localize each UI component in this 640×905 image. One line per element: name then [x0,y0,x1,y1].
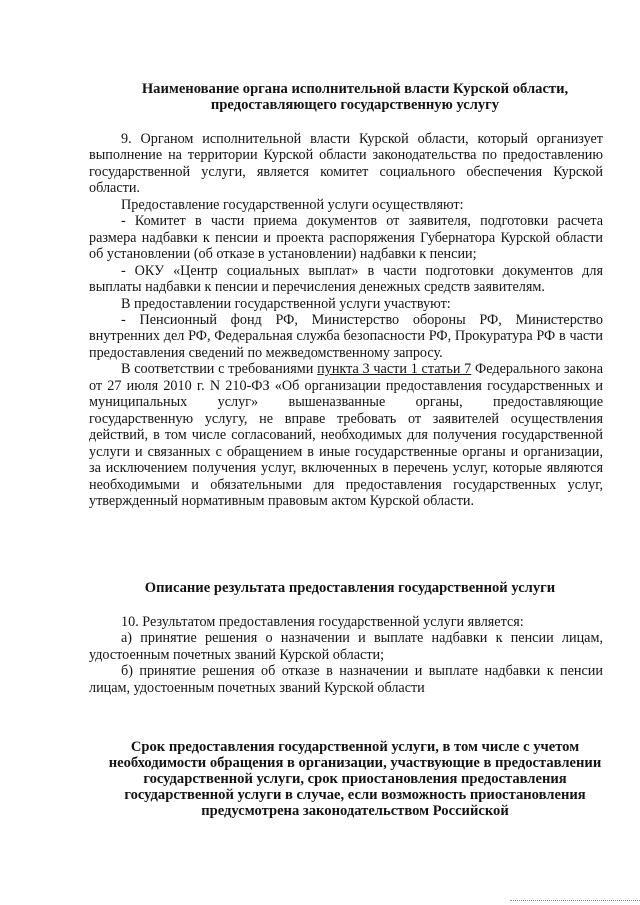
paragraph-10b: б) принятие решения об отказе в назначении и выплате надбавки к пенсии лицам, удостоенным почетных званий Курской области [89,663,603,696]
paragraph-10a: а) принятие решения о назначении и выплате надбавки к пенсии лицам, удостоенным почетных званий Курской области; [89,630,603,663]
paragraph-law-reference [89,361,603,509]
paragraph-participants-intro: В предоставлении государственной услуги участвуют: [121,295,451,312]
law-reference-prefix: В соответствии с требованиями [121,361,318,378]
footer-divider [510,900,640,901]
section-body-authority [89,131,603,509]
paragraph-10: 10. Результатом предоставления государственной услуги является: [121,614,524,630]
paragraph-providers-intro: Предоставление государственной услуги осуществляют: [121,196,464,213]
section-heading-authority: Наименование органа исполнительной власти Курской области, предоставляющего государственную услугу [141,81,569,113]
paragraph-oku: - ОКУ «Центр социальных выплат» в части подготовки документов для выплаты надбавки к пенсии и перечисления денежных средств заявителям. [89,262,603,296]
section-heading-deadline: Срок предоставления государственной услуги, в том числе с учетом необходимости обращения в организации, участвующие в предоставлении государственной услуги, срок приостановления предоставления государственной услуги в случае, если возможность приостановления предусмотрена законодательством Российской [108,739,602,819]
section-body-result [89,614,603,696]
section-heading-result: Описание результата предоставления государственной услуги [144,580,556,596]
paragraph-committee: - Комитет в части приема документов от заявителя, подготовки расчета размера надбавки к пенсии и проекта распоряжения Губернатора Курской области об установлении (об отказе в установлении) надбавки к пенсии; [89,213,603,263]
paragraph-pension-fund: - Пенсионный фонд РФ, Министерство обороны РФ, Министерство внутренних дел РФ, Федеральная служба безопасности РФ, Прокуратура РФ в части предоставления сведений по межведомственному запросу. [89,311,603,361]
law-article-link[interactable]: пункта 3 части 1 статьи 7 [317,361,472,378]
law-reference-text: Федерального закона от 27 июля 2010 г. N 210-ФЗ «Об организации предоставления государственных и муниципальных услуг» вышеназванные органы, предоставляющие государственную услугу, не вправе требовать от заявителей осуществления действий, в том числе согласований, необходимых для получения государственной услуги и связанных с обращением в иные государственные органы и организации, за исключением получения услуг, включенных в перечень услуг, которые являются необходимыми и обязательными для предоставления государственных услуг, утвержденный нормативным правовым актом Курской области. [89,361,604,509]
paragraph-9: 9. Органом исполнительной власти Курской области, который организует выполнение на территории Курской области законодательства по предоставлению государственной услуги, является комитет социального обеспечения Курской области. [89,131,603,197]
